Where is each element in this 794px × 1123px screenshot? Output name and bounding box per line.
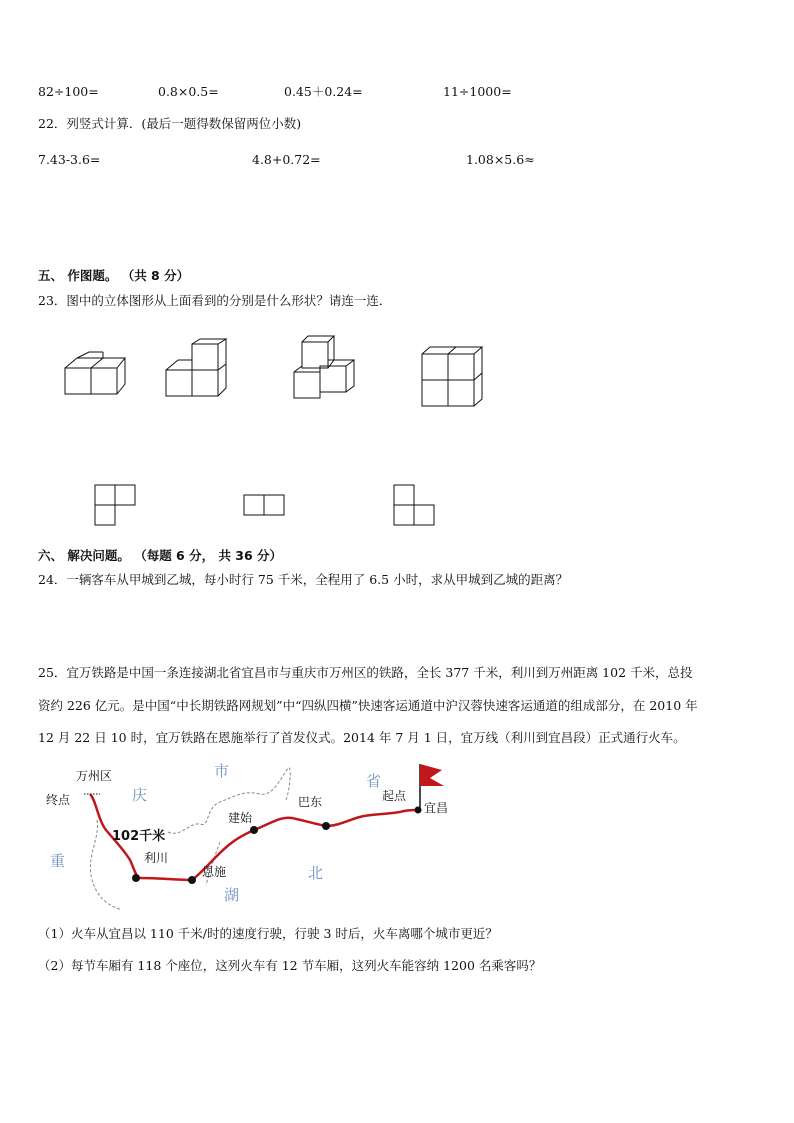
station-jianshi-dot (250, 826, 258, 834)
question-25-sub-1: （1）火车从宜昌以 110 千米/时的速度行驶，行驶 3 时后，火车离哪个城市更近？ (38, 926, 498, 941)
calc-item-1: 82÷100= (38, 84, 99, 99)
label-bei: 北 (308, 864, 324, 882)
label-end: 终点 (46, 793, 71, 807)
calc-item-4: 11÷1000= (443, 84, 512, 99)
label-enshi: 恩施 (202, 865, 227, 879)
station-lichuan-dot (132, 874, 140, 882)
q22-item-3: 1.08×5.6≈ (466, 152, 535, 167)
cube-figure-3 (290, 332, 364, 404)
q22-item-1: 7.43-3.6= (38, 152, 101, 167)
section-6-title: 六、 解决问题。 （每题 6 分， 共 36 分） (38, 548, 283, 563)
question-25-sub-2: （2）每节车厢有 118 个座位，这列火车有 12 节车厢，这列火车能容纳 1200 名乘客吗？ (38, 958, 542, 973)
station-enshi-dot (188, 876, 196, 884)
question-24-text: 24．一辆客车从甲城到乙城，每小时行 75 千米，全程用了 6.5 小时，求从甲城到乙城的距离？ (38, 572, 569, 587)
section-5-title: 五、 作图题。 （共 8 分） (38, 268, 190, 283)
top-view-1 (94, 484, 138, 528)
question-25-line-2: 资约 226 亿元。是中国“中长期铁路网规划”中“四纵四横”快速客运通道中沪汉蓉快速客运通道的组成部分，在 2010 年 (38, 698, 698, 713)
cube-figure-2 (162, 338, 232, 402)
calc-item-2: 0.8×0.5= (158, 84, 219, 99)
question-25-line-3: 12 月 22 日 10 时，宜万铁路在恩施举行了首发仪式。2014 年 7 月 1 日，宜万线（利川到宜昌段）正式通行火车。 (38, 730, 686, 745)
question-22-title: 22．列竖式计算．(最后一题得数保留两位小数) (38, 116, 302, 131)
label-lichuan: 利川 (144, 851, 169, 865)
label-wanzhou: 万州区 (76, 769, 113, 783)
label-distance: 102千米 (112, 829, 166, 844)
cube-figure-1 (60, 350, 130, 400)
label-qing: 庆 (132, 786, 148, 804)
top-view-3 (393, 484, 437, 528)
label-chong: 重 (50, 852, 66, 870)
station-badong-dot (322, 822, 330, 830)
cube-figure-4 (418, 344, 488, 408)
calc-item-3: 0.45＋0.24= (284, 84, 363, 99)
label-jianshi: 建始 (228, 811, 253, 825)
label-hu: 湖 (224, 886, 240, 904)
question-23-title: 23．图中的立体图形从上面看到的分别是什么形状？请连一连． (38, 293, 392, 308)
top-view-2 (243, 494, 287, 518)
railway-map (40, 760, 470, 910)
label-start: 起点 (382, 789, 407, 803)
flag-icon (420, 764, 444, 786)
label-badong: 巴东 (298, 795, 323, 809)
question-25-line-1: 25．宜万铁路是中国一条连接湖北省宜昌市与重庆市万州区的铁路，全长 377 千米，利川到万州距离 102 千米，总投 (38, 665, 693, 680)
label-yichang: 宜昌 (424, 801, 449, 815)
label-shi: 市 (214, 762, 230, 780)
label-sheng: 省 (366, 772, 382, 790)
q22-item-2: 4.8+0.72= (252, 152, 321, 167)
